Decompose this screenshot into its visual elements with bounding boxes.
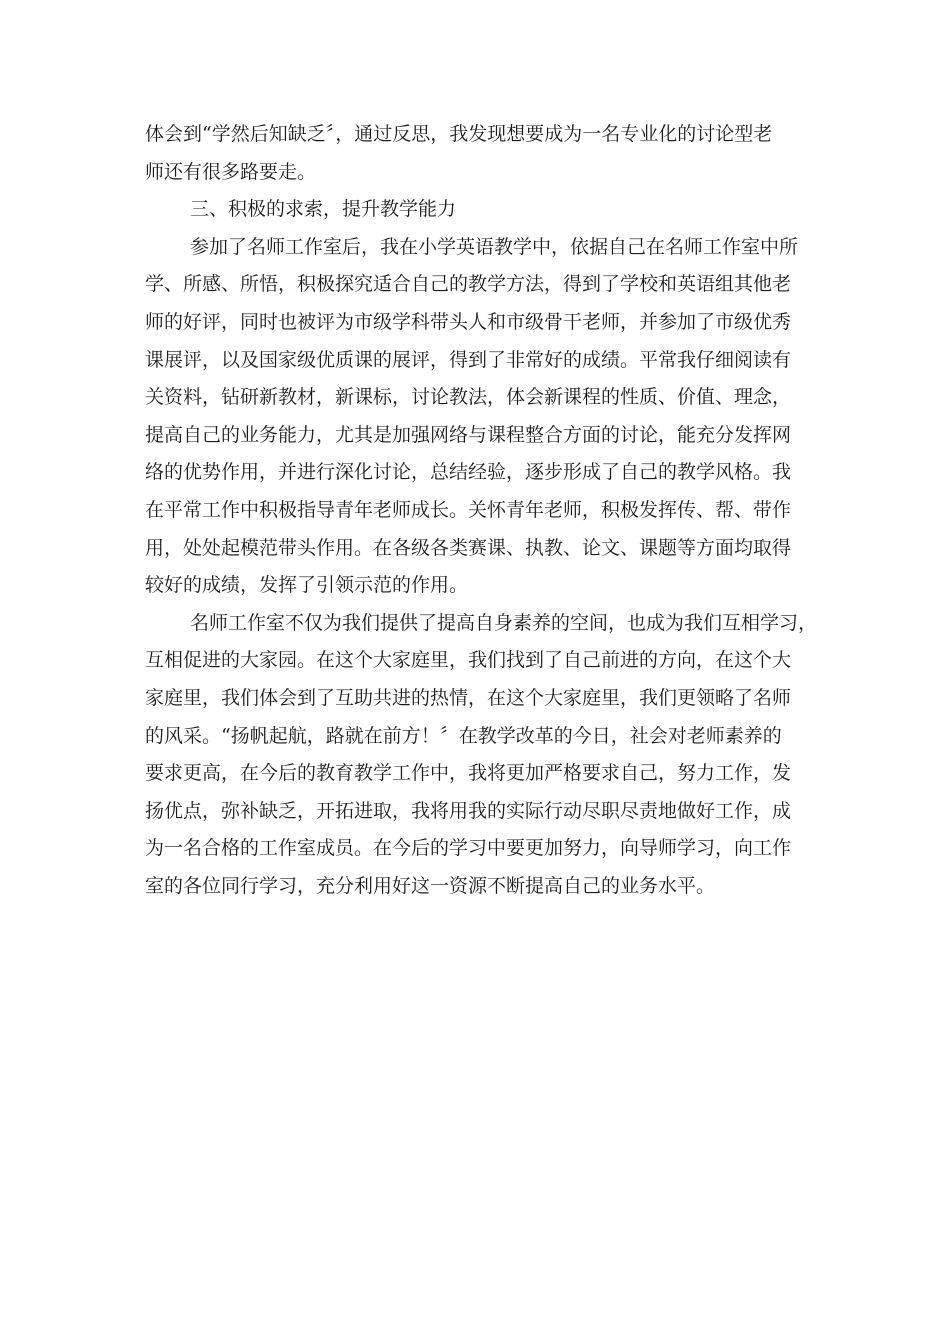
text-line: 用，处处起模范带头作用。在各级各类赛课、执教、论文、课题等方面均取得: [145, 536, 792, 559]
text-line: 互相促进的大家园。在这个大家庭里，我们找到了自己前进的方向，在这个大: [145, 649, 792, 672]
text-line: 的风采。“扬帆起航，路就在前方！〞在教学改革的今日，社会对老师素养的: [145, 724, 782, 747]
text-line: 关资料，钻研新教材，新课标，讨论教法，体会新课程的性质、价值、理念，: [145, 386, 792, 409]
text-line: 提高自己的业务能力，尤其是加强网络与课程整合方面的讨论，能充分发挥网: [145, 423, 792, 446]
text-line: 名师工作室不仅为我们提供了提高自身素养的空间，也成为我们互相学习，: [190, 611, 818, 634]
text-line: 学、所感、所悟，积极探究适合自己的教学方法，得到了学校和英语组其他老: [145, 273, 792, 296]
text-line: 参加了名师工作室后，我在小学英语教学中，依据自己在名师工作室中所: [190, 235, 799, 258]
text-line: 在平常工作中积极指导青年老师成长。关怀青年老师，积极发挥传、帮、带作: [145, 498, 792, 521]
section-heading: 三、积极的求索，提升教学能力: [190, 198, 457, 221]
text-line: 师的好评，同时也被评为市级学科带头人和市级骨干老师，并参加了市级优秀: [145, 310, 792, 333]
text-line: 要求更高，在今后的教育教学工作中，我将更加严格要求自己，努力工作，发: [145, 762, 792, 785]
text-line: 络的优势作用，并进行深化讨论，总结经验，逐步形成了自己的教学风格。我: [145, 461, 792, 484]
text-line: 为一名合格的工作室成员。在今后的学习中要更加努力，向导师学习，向工作: [145, 837, 792, 860]
text-line: 扬优点，弥补缺乏，开拓进取，我将用我的实际行动尽职尽责地做好工作，成: [145, 799, 792, 822]
text-line: 体会到“学然后知缺乏〞，通过反思，我发现想要成为一名专业化的讨论型老: [145, 123, 773, 145]
text-line: 室的各位同行学习，充分利用好这一资源不断提高自己的业务水平。: [145, 874, 716, 897]
text-line: 家庭里，我们体会到了互助共进的热情，在这个大家庭里，我们更领略了名师: [145, 686, 792, 709]
text-line: 课展评，以及国家级优质课的展评，得到了非常好的成绩。平常我仔细阅读有: [145, 348, 792, 371]
document-body: [145, 116, 835, 905]
text-line: 师还有很多路要走。: [145, 160, 317, 183]
text-line: 较好的成绩，发挥了引领示范的作用。: [145, 574, 469, 597]
